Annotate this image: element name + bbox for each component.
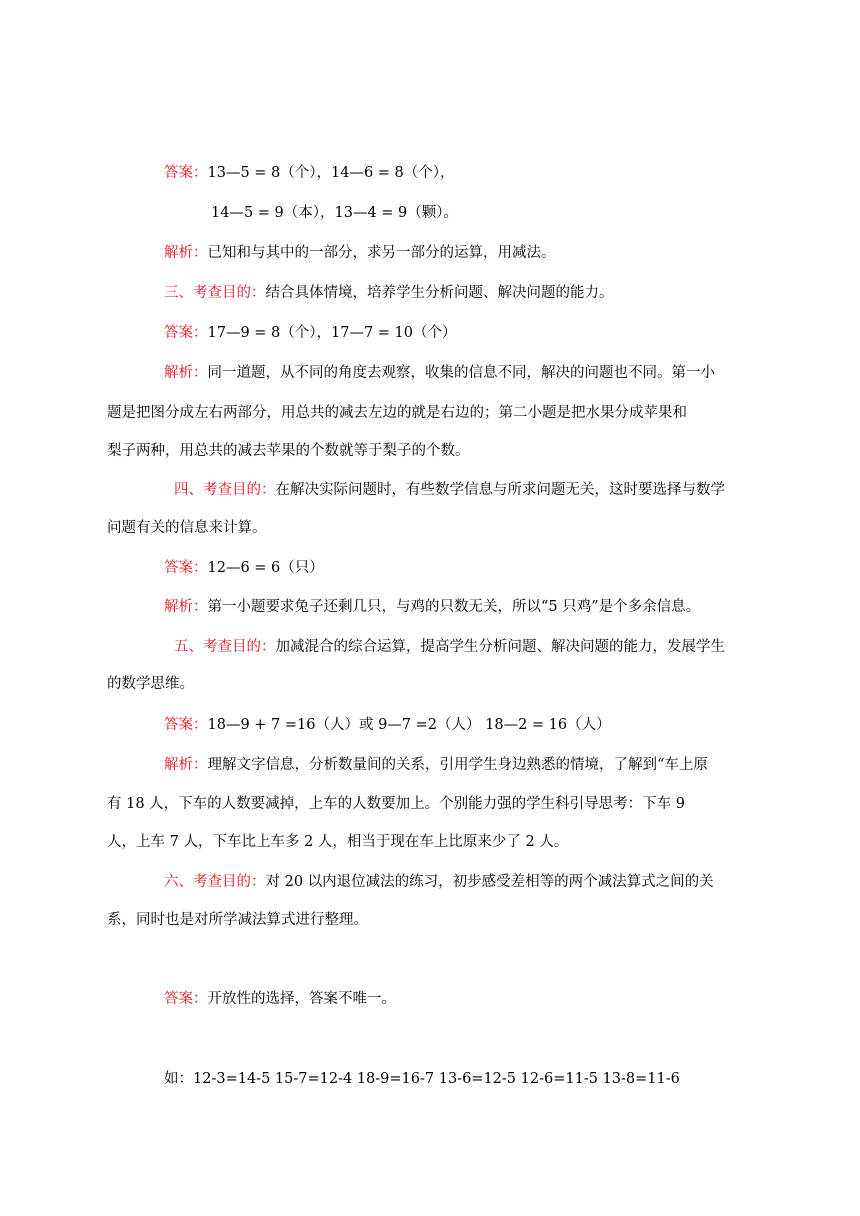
explanation-line (164, 243, 556, 263)
section-label: 六、考查目的： (164, 874, 266, 890)
section-line-continued: 的数学思维。 (107, 676, 194, 692)
section-heading (174, 480, 725, 500)
answer-label: 答案： (164, 560, 208, 576)
answer-line-continued (211, 203, 458, 223)
explanation-line (164, 755, 708, 775)
section-line-continued: 系，同时也是对所学减法算式进行整理。 (107, 912, 368, 928)
section-text: 加减混合的综合运算，提高学生分析问题、解决问题的能力，发展学生 (275, 639, 725, 655)
explanation-line (164, 363, 715, 383)
answer-text: 12—6 = 6（只） (207, 560, 324, 576)
explanation-line-continued: 有 18 人，下车的人数要减掉，上车的人数要加上。个别能力强的学生科引导思考：下车 9 (107, 796, 685, 812)
answer-text: 开放性的选择，答案不唯一。 (207, 991, 396, 1007)
section-text: 对 20 以内退位减法的练习，初步感受差相等的两个减法算式之间的关 (265, 874, 714, 890)
section-label: 五、考查目的： (174, 639, 276, 655)
answer-text: 13—5 = 8（个），14—6 = 8（个）， (207, 165, 455, 181)
section-heading (164, 283, 614, 303)
explanation-text: 第一小题要求兔子还剩几只，与鸡的只数无关，所以“5 只鸡”是个多余信息。 (207, 599, 701, 615)
explanation-text: 已知和与其中的一部分，求另一部分的运算，用减法。 (207, 245, 556, 261)
explanation-label: 解析： (164, 599, 208, 615)
explanation-label: 解析： (164, 757, 208, 773)
section-label: 三、考查目的： (164, 285, 266, 301)
explanation-label: 解析： (164, 245, 208, 261)
section-heading (174, 637, 725, 657)
explanation-line-continued: 人，上车 7 人，下车比上车多 2 人，相当于现在车上比原来少了 2 人。 (107, 834, 569, 850)
section-text: 在解决实际问题时，有些数学信息与所求问题无关，这时要选择与数学 (275, 482, 725, 498)
answer-text: 18—9 + 7 =16（人）或 9—7 =2（人） 18—2 = 16（人） (207, 717, 611, 733)
section-line-continued: 问题有关的信息来计算。 (107, 520, 267, 536)
explanation-line-continued: 题是把图分成左右两部分，用总共的减去左边的就是右边的；第二小题是把水果分成苹果和 (107, 405, 687, 421)
explanation-label: 解析： (164, 365, 208, 381)
explanation-line-continued: 梨子两种，用总共的减去苹果的个数就等于梨子的个数。 (107, 443, 470, 459)
explanation-text: 理解文字信息，分析数量间的关系，引用学生身边熟悉的情境，了解到“车上原 (207, 757, 708, 773)
section-heading (164, 872, 714, 892)
answer-label: 答案： (164, 717, 208, 733)
example-line (164, 1069, 680, 1089)
answer-line (164, 989, 396, 1009)
answer-label: 答案： (164, 165, 208, 181)
answer-text: 14—5 = 9（本），13—4 = 9（颗）。 (211, 205, 459, 221)
section-text: 结合具体情境，培养学生分析问题、解决问题的能力。 (265, 285, 614, 301)
answer-label: 答案： (164, 991, 208, 1007)
example-text: 如：12-3=14-5 15-7=12-4 18-9=16-7 13-6=12-5 12-6=11-5 13-8=11-6 (164, 1071, 680, 1087)
explanation-text: 同一道题，从不同的角度去观察，收集的信息不同，解决的问题也不同。第一小 (207, 365, 715, 381)
answer-line (164, 323, 457, 343)
answer-label: 答案： (164, 325, 208, 341)
answer-line (164, 558, 324, 578)
answer-line (164, 163, 455, 183)
explanation-line (164, 597, 700, 617)
answer-line (164, 715, 611, 735)
answer-text: 17—9 = 8（个），17—7 = 10（个） (207, 325, 457, 341)
section-label: 四、考查目的： (174, 482, 276, 498)
